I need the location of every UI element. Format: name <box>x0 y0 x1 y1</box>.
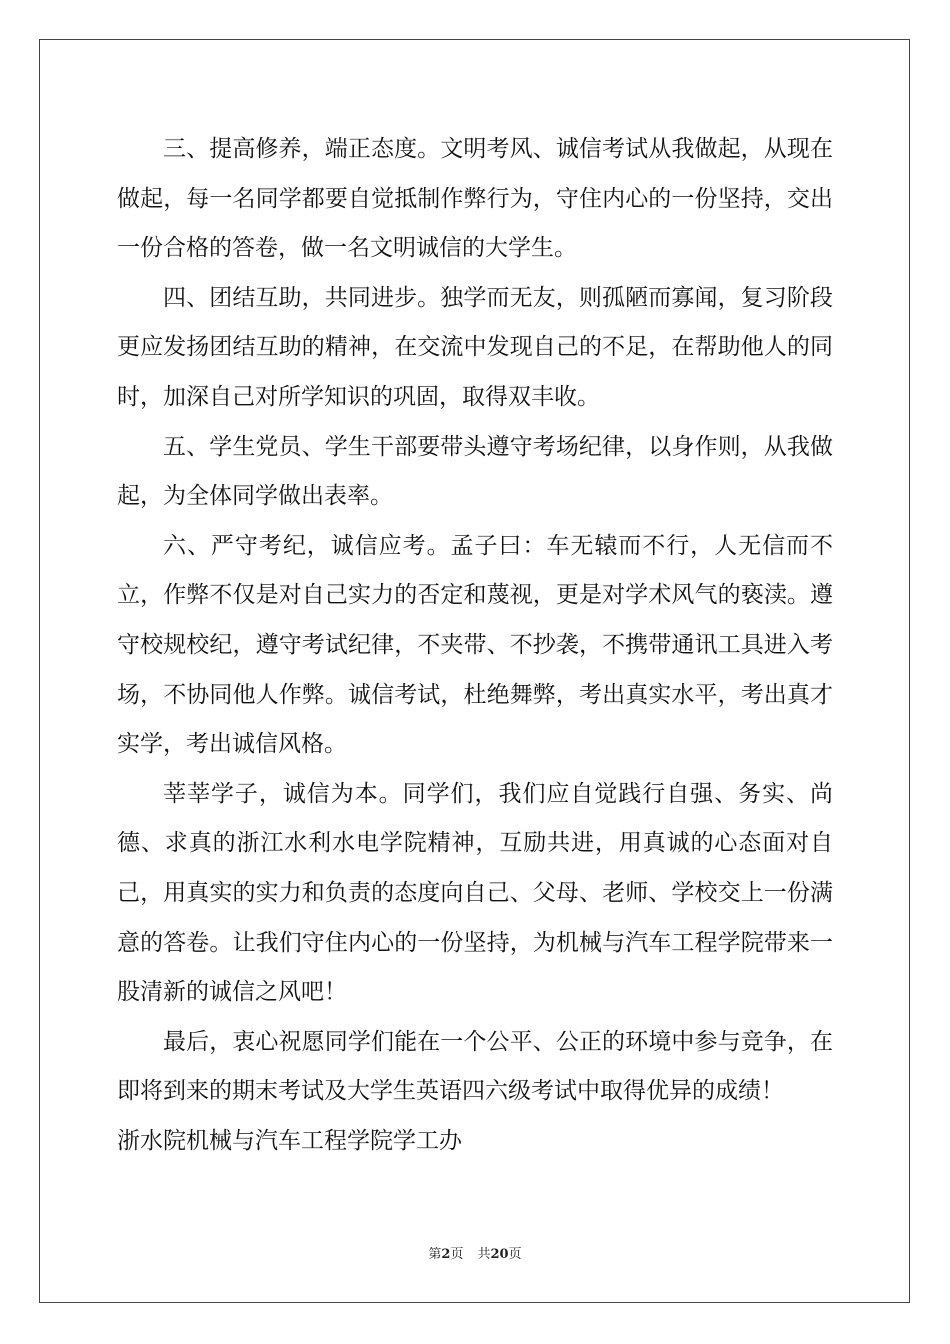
paragraph-6: 六、严守考纪，诚信应考。孟子曰：车无辕而不行，人无信而不立，作弊不仅是对自己实力的否定和蔑视，更是对学术风气的亵渎。遵守校规校纪，遵守考试纪律，不夹带、不抄袭，不携带通讯工具进入考场，不协同他人作弊。诚信考试，杜绝舞弊，考出真实水平，考出真才实学，考出诚信风格。 <box>117 532 833 758</box>
footer-total-suffix: 页 <box>508 1247 522 1262</box>
paragraph-3: 三、提高修养，端正态度。文明考风、诚信考试从我做起，从现在做起，每一名同学都要自觉抵制作弊行为，守住内心的一份坚持，交出一份合格的答卷，做一名文明诚信的大学生。 <box>117 136 833 262</box>
footer-page-prefix: 第 <box>428 1247 442 1262</box>
paragraph-5: 五、学生党员、学生干部要带头遵守考场纪律，以身作则，从我做起，为全体同学做出表率。 <box>117 433 833 510</box>
page-footer <box>0 1246 950 1264</box>
paragraph-wishes: 最后，衷心祝愿同学们能在一个公平、公正的环境中参与竞争，在即将到来的期末考试及大学生英语四六级考试中取得优异的成绩！ <box>117 1028 833 1105</box>
footer-page-current: 2 <box>441 1247 451 1262</box>
footer-page-suffix: 页 <box>450 1247 464 1262</box>
document-body <box>117 125 833 1166</box>
paragraph-4: 四、团结互助，共同进步。独学而无友，则孤陋而寡闻，复习阶段更应发扬团结互助的精神，在交流中发现自己的不足，在帮助他人的同时，加深自己对所学知识的巩固，取得双丰收。 <box>117 284 833 410</box>
footer-page-total: 20 <box>490 1247 509 1262</box>
paragraph-closing: 莘莘学子，诚信为本。同学们，我们应自觉践行自强、务实、尚德、求真的浙江水利水电学院精神，互励共进，用真诚的心态面对自己，用真实的实力和负责的态度向自己、父母、老师、学校交上一份满意的答卷。让我们守住内心的一份坚持，为机械与汽车工程学院带来一股清新的诚信之风吧！ <box>117 780 833 1006</box>
signature: 浙水院机械与汽车工程学院学工办 <box>117 1127 462 1154</box>
footer-total-prefix: 共 <box>477 1247 491 1262</box>
